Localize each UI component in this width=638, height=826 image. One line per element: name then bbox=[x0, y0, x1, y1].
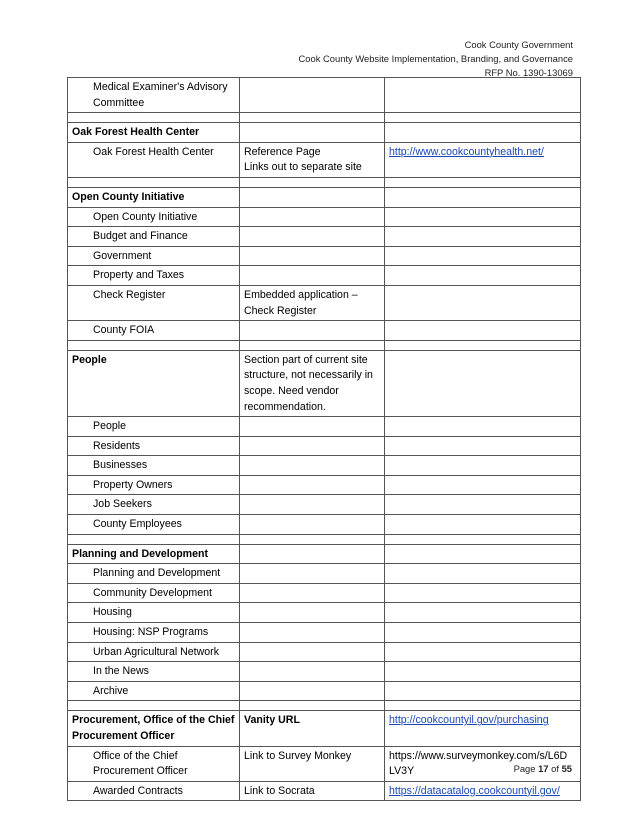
cell-text: Reference Page Links out to separate site bbox=[244, 145, 362, 174]
url-cell bbox=[385, 246, 581, 266]
notes-cell bbox=[240, 246, 385, 266]
notes-cell bbox=[240, 436, 385, 456]
url-cell bbox=[385, 711, 581, 746]
table-row bbox=[68, 227, 581, 247]
cell-text: Office of the Chief Procurement Officer bbox=[93, 749, 188, 778]
section-row bbox=[68, 350, 581, 416]
notes-cell bbox=[240, 544, 385, 564]
url-cell bbox=[385, 187, 581, 207]
cell-text: Link to Survey Monkey bbox=[244, 749, 352, 762]
cell-text: Embedded application – Check Register bbox=[244, 288, 358, 317]
url-cell bbox=[385, 564, 581, 584]
page-cell bbox=[68, 642, 240, 662]
page-cell bbox=[68, 436, 240, 456]
page-cell bbox=[68, 515, 240, 535]
table-row bbox=[68, 681, 581, 701]
url-cell bbox=[385, 662, 581, 682]
page-cell bbox=[68, 662, 240, 682]
notes-cell bbox=[240, 266, 385, 286]
page-of: of bbox=[551, 763, 559, 774]
cell-text: https://www.surveymonkey.com/s/L6D LV3Y bbox=[389, 749, 568, 778]
page-cell bbox=[68, 681, 240, 701]
table-row bbox=[68, 515, 581, 535]
page-cell bbox=[68, 623, 240, 643]
table-row bbox=[68, 142, 581, 177]
notes-cell bbox=[240, 564, 385, 584]
url-cell bbox=[385, 583, 581, 603]
page-cell bbox=[68, 495, 240, 515]
cell-text: Job Seekers bbox=[93, 498, 152, 511]
cell-text: Businesses bbox=[93, 459, 148, 472]
notes-cell bbox=[240, 285, 385, 320]
cell-text: Open County Initiative bbox=[93, 210, 198, 223]
page-total: 55 bbox=[561, 763, 572, 774]
cell-text: Open County Initiative bbox=[72, 190, 185, 203]
page-cell bbox=[68, 350, 240, 416]
url-link[interactable]: https://datacatalog.cookcountyil.gov/ bbox=[389, 784, 560, 797]
notes-cell bbox=[240, 781, 385, 801]
notes-cell bbox=[240, 187, 385, 207]
cell-text: Procurement, Office of the Chief Procurement Officer bbox=[72, 714, 235, 742]
notes-cell bbox=[240, 711, 385, 746]
page-header bbox=[299, 38, 573, 80]
notes-cell bbox=[240, 227, 385, 247]
cell-text: Planning and Development bbox=[72, 547, 208, 560]
page-cell bbox=[68, 321, 240, 341]
section-row bbox=[68, 711, 581, 746]
url-link[interactable]: http://cookcountyil.gov/purchasing bbox=[389, 714, 549, 727]
notes-cell bbox=[240, 701, 385, 711]
page-cell bbox=[68, 285, 240, 320]
cell-text: Property and Taxes bbox=[93, 269, 185, 282]
page-cell bbox=[68, 534, 240, 544]
table-row bbox=[68, 207, 581, 227]
notes-cell bbox=[240, 534, 385, 544]
cell-text: Residents bbox=[93, 439, 141, 452]
url-cell bbox=[385, 436, 581, 456]
page-cell bbox=[68, 603, 240, 623]
notes-cell bbox=[240, 113, 385, 123]
section-row bbox=[68, 187, 581, 207]
spacer-row bbox=[68, 701, 581, 711]
notes-cell bbox=[240, 662, 385, 682]
url-cell bbox=[385, 417, 581, 437]
url-cell bbox=[385, 227, 581, 247]
page-cell bbox=[68, 78, 240, 113]
table-row bbox=[68, 246, 581, 266]
url-cell bbox=[385, 515, 581, 535]
notes-cell bbox=[240, 78, 385, 113]
page-cell bbox=[68, 564, 240, 584]
cell-text: Archive bbox=[93, 684, 129, 697]
cell-text: Housing: NSP Programs bbox=[93, 626, 209, 639]
spacer-row bbox=[68, 534, 581, 544]
url-cell bbox=[385, 142, 581, 177]
notes-cell bbox=[240, 583, 385, 603]
url-link[interactable]: http://www.cookcountyhealth.net/ bbox=[389, 145, 544, 158]
spacer-row bbox=[68, 113, 581, 123]
url-cell bbox=[385, 78, 581, 113]
table-row bbox=[68, 456, 581, 476]
table-row bbox=[68, 321, 581, 341]
table-row bbox=[68, 436, 581, 456]
url-cell bbox=[385, 623, 581, 643]
cell-text: Planning and Development bbox=[93, 567, 221, 580]
url-cell bbox=[385, 266, 581, 286]
url-cell bbox=[385, 642, 581, 662]
notes-cell bbox=[240, 321, 385, 341]
page-cell bbox=[68, 227, 240, 247]
page-cell bbox=[68, 746, 240, 781]
section-row bbox=[68, 544, 581, 564]
cell-text: Property Owners bbox=[93, 478, 173, 491]
url-cell bbox=[385, 123, 581, 143]
table-row bbox=[68, 623, 581, 643]
page-footer bbox=[514, 763, 572, 774]
cell-text: Housing bbox=[93, 606, 132, 619]
table-row bbox=[68, 603, 581, 623]
cell-text: Vanity URL bbox=[244, 714, 300, 727]
table-row bbox=[68, 475, 581, 495]
table-row bbox=[68, 781, 581, 801]
notes-cell bbox=[240, 515, 385, 535]
header-project: Cook County Website Implementation, Branding, and Governance bbox=[298, 53, 573, 64]
url-cell bbox=[385, 340, 581, 350]
cell-text: Link to Socrata bbox=[244, 784, 315, 797]
page-cell bbox=[68, 187, 240, 207]
page-cell bbox=[68, 417, 240, 437]
page-current: 17 bbox=[538, 763, 549, 774]
notes-cell bbox=[240, 350, 385, 416]
url-cell bbox=[385, 701, 581, 711]
url-cell bbox=[385, 681, 581, 701]
page-cell bbox=[68, 544, 240, 564]
cell-text: County FOIA bbox=[93, 324, 155, 337]
notes-cell bbox=[240, 142, 385, 177]
cell-text: Section part of current site structure, not necessarily in scope. Need vendor recommendation. bbox=[244, 353, 373, 413]
url-cell bbox=[385, 475, 581, 495]
page-cell bbox=[68, 207, 240, 227]
url-cell bbox=[385, 603, 581, 623]
page-cell bbox=[68, 340, 240, 350]
url-cell bbox=[385, 177, 581, 187]
cell-text: Check Register bbox=[93, 288, 166, 301]
cell-text: Urban Agricultural Network bbox=[93, 645, 219, 658]
notes-cell bbox=[240, 746, 385, 781]
table-row bbox=[68, 78, 581, 113]
notes-cell bbox=[240, 123, 385, 143]
cell-text: People bbox=[72, 353, 107, 366]
url-cell bbox=[385, 495, 581, 515]
notes-cell bbox=[240, 603, 385, 623]
page-cell bbox=[68, 711, 240, 746]
table-row bbox=[68, 285, 581, 320]
section-row bbox=[68, 123, 581, 143]
table-row bbox=[68, 662, 581, 682]
page-cell bbox=[68, 177, 240, 187]
cell-text: Oak Forest Health Center bbox=[93, 145, 214, 158]
url-cell bbox=[385, 113, 581, 123]
page-cell bbox=[68, 266, 240, 286]
cell-text: Government bbox=[93, 249, 152, 262]
page-cell bbox=[68, 142, 240, 177]
page-label: Page bbox=[513, 763, 536, 774]
url-cell bbox=[385, 350, 581, 416]
page-cell bbox=[68, 475, 240, 495]
page-cell bbox=[68, 583, 240, 603]
table-row bbox=[68, 495, 581, 515]
url-cell bbox=[385, 544, 581, 564]
table-row bbox=[68, 417, 581, 437]
cell-text: People bbox=[93, 420, 126, 433]
page-cell bbox=[68, 781, 240, 801]
url-cell bbox=[385, 321, 581, 341]
notes-cell bbox=[240, 642, 385, 662]
header-org: Cook County Government bbox=[464, 39, 573, 50]
cell-text: County Employees bbox=[93, 518, 182, 531]
notes-cell bbox=[240, 495, 385, 515]
url-cell bbox=[385, 534, 581, 544]
table-row bbox=[68, 564, 581, 584]
cell-text: Budget and Finance bbox=[93, 230, 188, 243]
notes-cell bbox=[240, 177, 385, 187]
page-cell bbox=[68, 123, 240, 143]
site-structure-table bbox=[67, 77, 581, 801]
notes-cell bbox=[240, 340, 385, 350]
page-cell bbox=[68, 701, 240, 711]
cell-text: Medical Examiner's Advisory Committee bbox=[93, 81, 228, 109]
notes-cell bbox=[240, 623, 385, 643]
url-cell bbox=[385, 781, 581, 801]
table-row bbox=[68, 583, 581, 603]
page-cell bbox=[68, 456, 240, 476]
table-row bbox=[68, 266, 581, 286]
cell-text: Community Development bbox=[93, 586, 212, 599]
page-cell bbox=[68, 246, 240, 266]
notes-cell bbox=[240, 456, 385, 476]
table-row bbox=[68, 746, 581, 781]
notes-cell bbox=[240, 475, 385, 495]
spacer-row bbox=[68, 177, 581, 187]
notes-cell bbox=[240, 417, 385, 437]
header-rfp-number: RFP No. 1390-13069 bbox=[484, 67, 573, 78]
page-cell bbox=[68, 113, 240, 123]
table-row bbox=[68, 642, 581, 662]
url-cell bbox=[385, 207, 581, 227]
cell-text: In the News bbox=[93, 665, 149, 678]
url-cell bbox=[385, 285, 581, 320]
spacer-row bbox=[68, 340, 581, 350]
url-cell bbox=[385, 456, 581, 476]
cell-text: Oak Forest Health Center bbox=[72, 126, 200, 139]
notes-cell bbox=[240, 681, 385, 701]
notes-cell bbox=[240, 207, 385, 227]
cell-text: Awarded Contracts bbox=[93, 784, 183, 797]
